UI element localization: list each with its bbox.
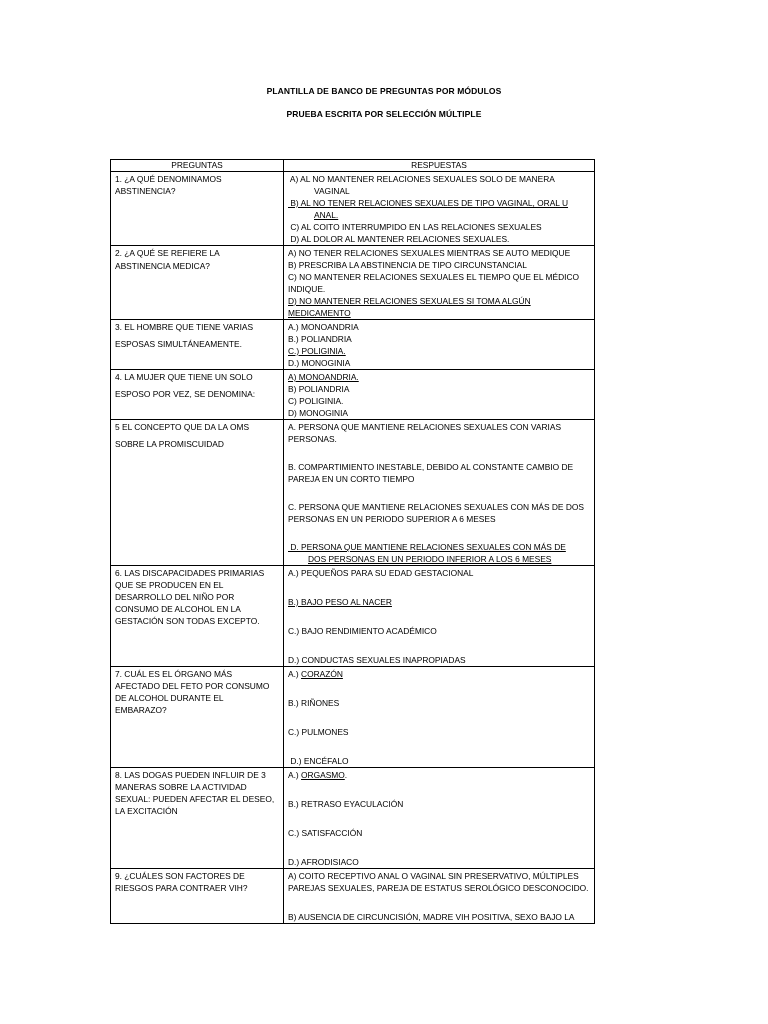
answer-option: B.) RIÑONES [288, 698, 340, 708]
question-text: RIESGOS PARA CONTRAER VIH? [115, 883, 248, 893]
answer-option-correct: D. PERSONA QUE MANTIENE RELACIONES SEXUALES CON MÁS DE [288, 542, 566, 552]
header-questions: PREGUNTAS [111, 160, 284, 172]
answer-option: D.) CONDUCTAS SEXUALES INAPROPIADAS [288, 655, 466, 665]
question-text: QUE SE PRODUCEN EN EL [115, 580, 224, 590]
question-text: 9. ¿CUÁLES SON FACTORES DE [115, 871, 245, 881]
answer-option: B.) RETRASO EYACULACIÓN [288, 799, 404, 809]
answer-option-correct [288, 668, 590, 680]
answer-underlined: ORGASMO [301, 770, 345, 780]
answer-prefix: A.) [288, 770, 302, 780]
table-row [111, 566, 595, 667]
answer-option-correct: A) MONOANDRIA. [288, 372, 359, 382]
question-bank-table [110, 159, 595, 924]
question-text: EMBARAZO? [115, 705, 167, 715]
answer-option-correct: ANAL. [314, 210, 339, 220]
answer-option: D.) MONOGINIA [288, 358, 351, 368]
question-text: LA EXCITACIÓN [115, 806, 178, 816]
question-text: DE ALCOHOL DURANTE EL [115, 693, 224, 703]
answer-option-correct: DOS PERSONAS EN UN PERIODO INFERIOR A LOS 6 MESES [308, 554, 552, 564]
answer-option: A) NO TENER RELACIONES SEXUALES MIENTRAS SE AUTO MEDIQUE [288, 248, 571, 258]
answer-option: C.) SATISFACCIÓN [288, 828, 363, 838]
answer-cell [284, 320, 595, 370]
question-text: ABSTINENCIA? [115, 186, 176, 196]
table-header-row [111, 160, 595, 172]
answer-option: A. PERSONA QUE MANTIENE RELACIONES SEXUALES CON VARIAS PERSONAS. [288, 422, 562, 444]
question-cell [111, 320, 284, 370]
question-text: CONSUMO DE ALCOHOL EN LA [115, 604, 241, 614]
answer-option: C) POLIGINIA. [288, 396, 344, 406]
answer-option: B. COMPARTIMIENTO INESTABLE, DEBIDO AL CONSTANTE CAMBIO DE PAREJA EN UN CORTO TIEMPO [288, 462, 574, 484]
answer-option: B) AUSENCIA DE CIRCUNCISIÓN, MADRE VIH POSITIVA, SEXO BAJO LA [288, 912, 575, 922]
answer-cell [284, 420, 595, 566]
answer-option-correct: C.) POLIGINIA. [288, 346, 346, 356]
question-cell [111, 768, 284, 869]
answer-cell [284, 246, 595, 320]
answer-option: A.) PEQUEÑOS PARA SU EDAD GESTACIONAL [288, 568, 474, 578]
question-cell [111, 869, 284, 924]
question-cell [111, 420, 284, 566]
answer-option: VAGINAL [314, 186, 350, 196]
table-row [111, 246, 595, 320]
answer-option: C.) PULMONES [288, 727, 349, 737]
question-text: 1. ¿A QUÉ DENOMINAMOS [115, 174, 222, 184]
answer-option-correct [288, 769, 590, 781]
question-cell [111, 370, 284, 420]
question-text: 4. LA MUJER QUE TIENE UN SOLO [115, 372, 253, 382]
table-row [111, 869, 595, 924]
question-text: 3. EL HOMBRE QUE TIENE VARIAS [115, 322, 254, 332]
table-row [111, 320, 595, 370]
table-row [111, 420, 595, 566]
answer-option: D) AL DOLOR AL MANTENER RELACIONES SEXUALES. [288, 234, 510, 244]
question-text: 5 EL CONCEPTO QUE DA LA OMS [115, 422, 250, 432]
header-answers: RESPUESTAS [284, 160, 595, 172]
question-text: ESPOSAS SIMULTÁNEAMENTE. [115, 339, 242, 349]
question-text: 6. LAS DISCAPACIDADES PRIMARIAS [115, 568, 265, 578]
answer-underlined: CORAZÓN [301, 669, 343, 679]
answer-cell [284, 566, 595, 667]
answer-option: A) COITO RECEPTIVO ANAL O VAGINAL SIN PRESERVATIVO, MÚLTIPLES PAREJAS SEXUALES, PAREJA DE ESTATUS SEROLÓGICO DESCONOCIDO. [288, 871, 589, 893]
question-text: 7. CUÁL ES EL ÓRGANO MÁS [115, 669, 233, 679]
answer-prefix: A.) [288, 669, 302, 679]
table-row [111, 768, 595, 869]
answer-option: B) PRESCRIBA LA ABSTINENCIA DE TIPO CIRCUNSTANCIAL [288, 260, 527, 270]
answer-option-correct: MEDICAMENTO [288, 308, 351, 318]
table-row [111, 667, 595, 768]
question-text: DESARROLLO DEL NIÑO POR [115, 592, 235, 602]
answer-option: C) NO MANTENER RELACIONES SEXUALES EL TIEMPO QUE EL MÉDICO INDIQUE. [288, 272, 580, 294]
question-text: MANERAS SOBRE LA ACTIVIDAD [115, 782, 247, 792]
answer-option: D) MONOGINIA [288, 408, 349, 418]
answer-option: D.) ENCÉFALO [288, 756, 349, 766]
question-text: SEXUAL: PUEDEN AFECTAR EL DESEO, [115, 794, 275, 804]
answer-cell [284, 869, 595, 924]
answer-option-correct: B) AL NO TENER RELACIONES SEXUALES DE TIPO VAGINAL, ORAL U [288, 198, 569, 208]
page-subtitle: PRUEBA ESCRITA POR SELECCIÓN MÚLTIPLE [286, 109, 482, 119]
answer-option: C) AL COITO INTERRUMPIDO EN LAS RELACIONES SEXUALES [288, 222, 542, 232]
answer-option: B.) POLIANDRIA [288, 334, 352, 344]
question-cell [111, 172, 284, 246]
answer-cell [284, 370, 595, 420]
answer-option-correct: D) NO MANTENER RELACIONES SEXUALES SI TOMA ALGÚN [288, 296, 531, 306]
page-title: PLANTILLA DE BANCO DE PREGUNTAS POR MÓDULOS [266, 86, 502, 96]
answer-cell [284, 768, 595, 869]
question-cell [111, 566, 284, 667]
answer-cell [284, 667, 595, 768]
question-text: 8. LAS DOGAS PUEDEN INFLUIR DE 3 [115, 770, 266, 780]
answer-option: B) POLIANDRIA [288, 384, 350, 394]
answer-option: A) AL NO MANTENER RELACIONES SEXUALES SOLO DE MANERA [288, 174, 555, 184]
answer-option: D.) AFRODISIACO [288, 857, 359, 867]
question-text: ESPOSO POR VEZ, SE DENOMINA: [115, 389, 256, 399]
answer-option-correct: B.) BAJO PESO AL NACER [288, 597, 392, 607]
table-row [111, 370, 595, 420]
answer-suffix: . [344, 770, 348, 780]
question-text: 2. ¿A QUÉ SE REFIERE LA [115, 248, 220, 258]
answer-cell [284, 172, 595, 246]
question-cell [111, 246, 284, 320]
question-cell [111, 667, 284, 768]
answer-option: A.) MONOANDRIA [288, 322, 359, 332]
table-row [111, 172, 595, 246]
answer-option: C. PERSONA QUE MANTIENE RELACIONES SEXUALES CON MÁS DE DOS PERSONAS EN UN PERIODO SUPERIOR A 6 MESES [288, 502, 584, 524]
answer-option: C.) BAJO RENDIMIENTO ACADÉMICO [288, 626, 437, 636]
question-text: ABSTINENCIA MEDICA? [115, 261, 210, 271]
question-text: AFECTADO DEL FETO POR CONSUMO [115, 681, 270, 691]
question-text: GESTACIÓN SON TODAS EXCEPTO. [115, 616, 260, 626]
question-text: SOBRE LA PROMISCUIDAD [115, 439, 224, 449]
